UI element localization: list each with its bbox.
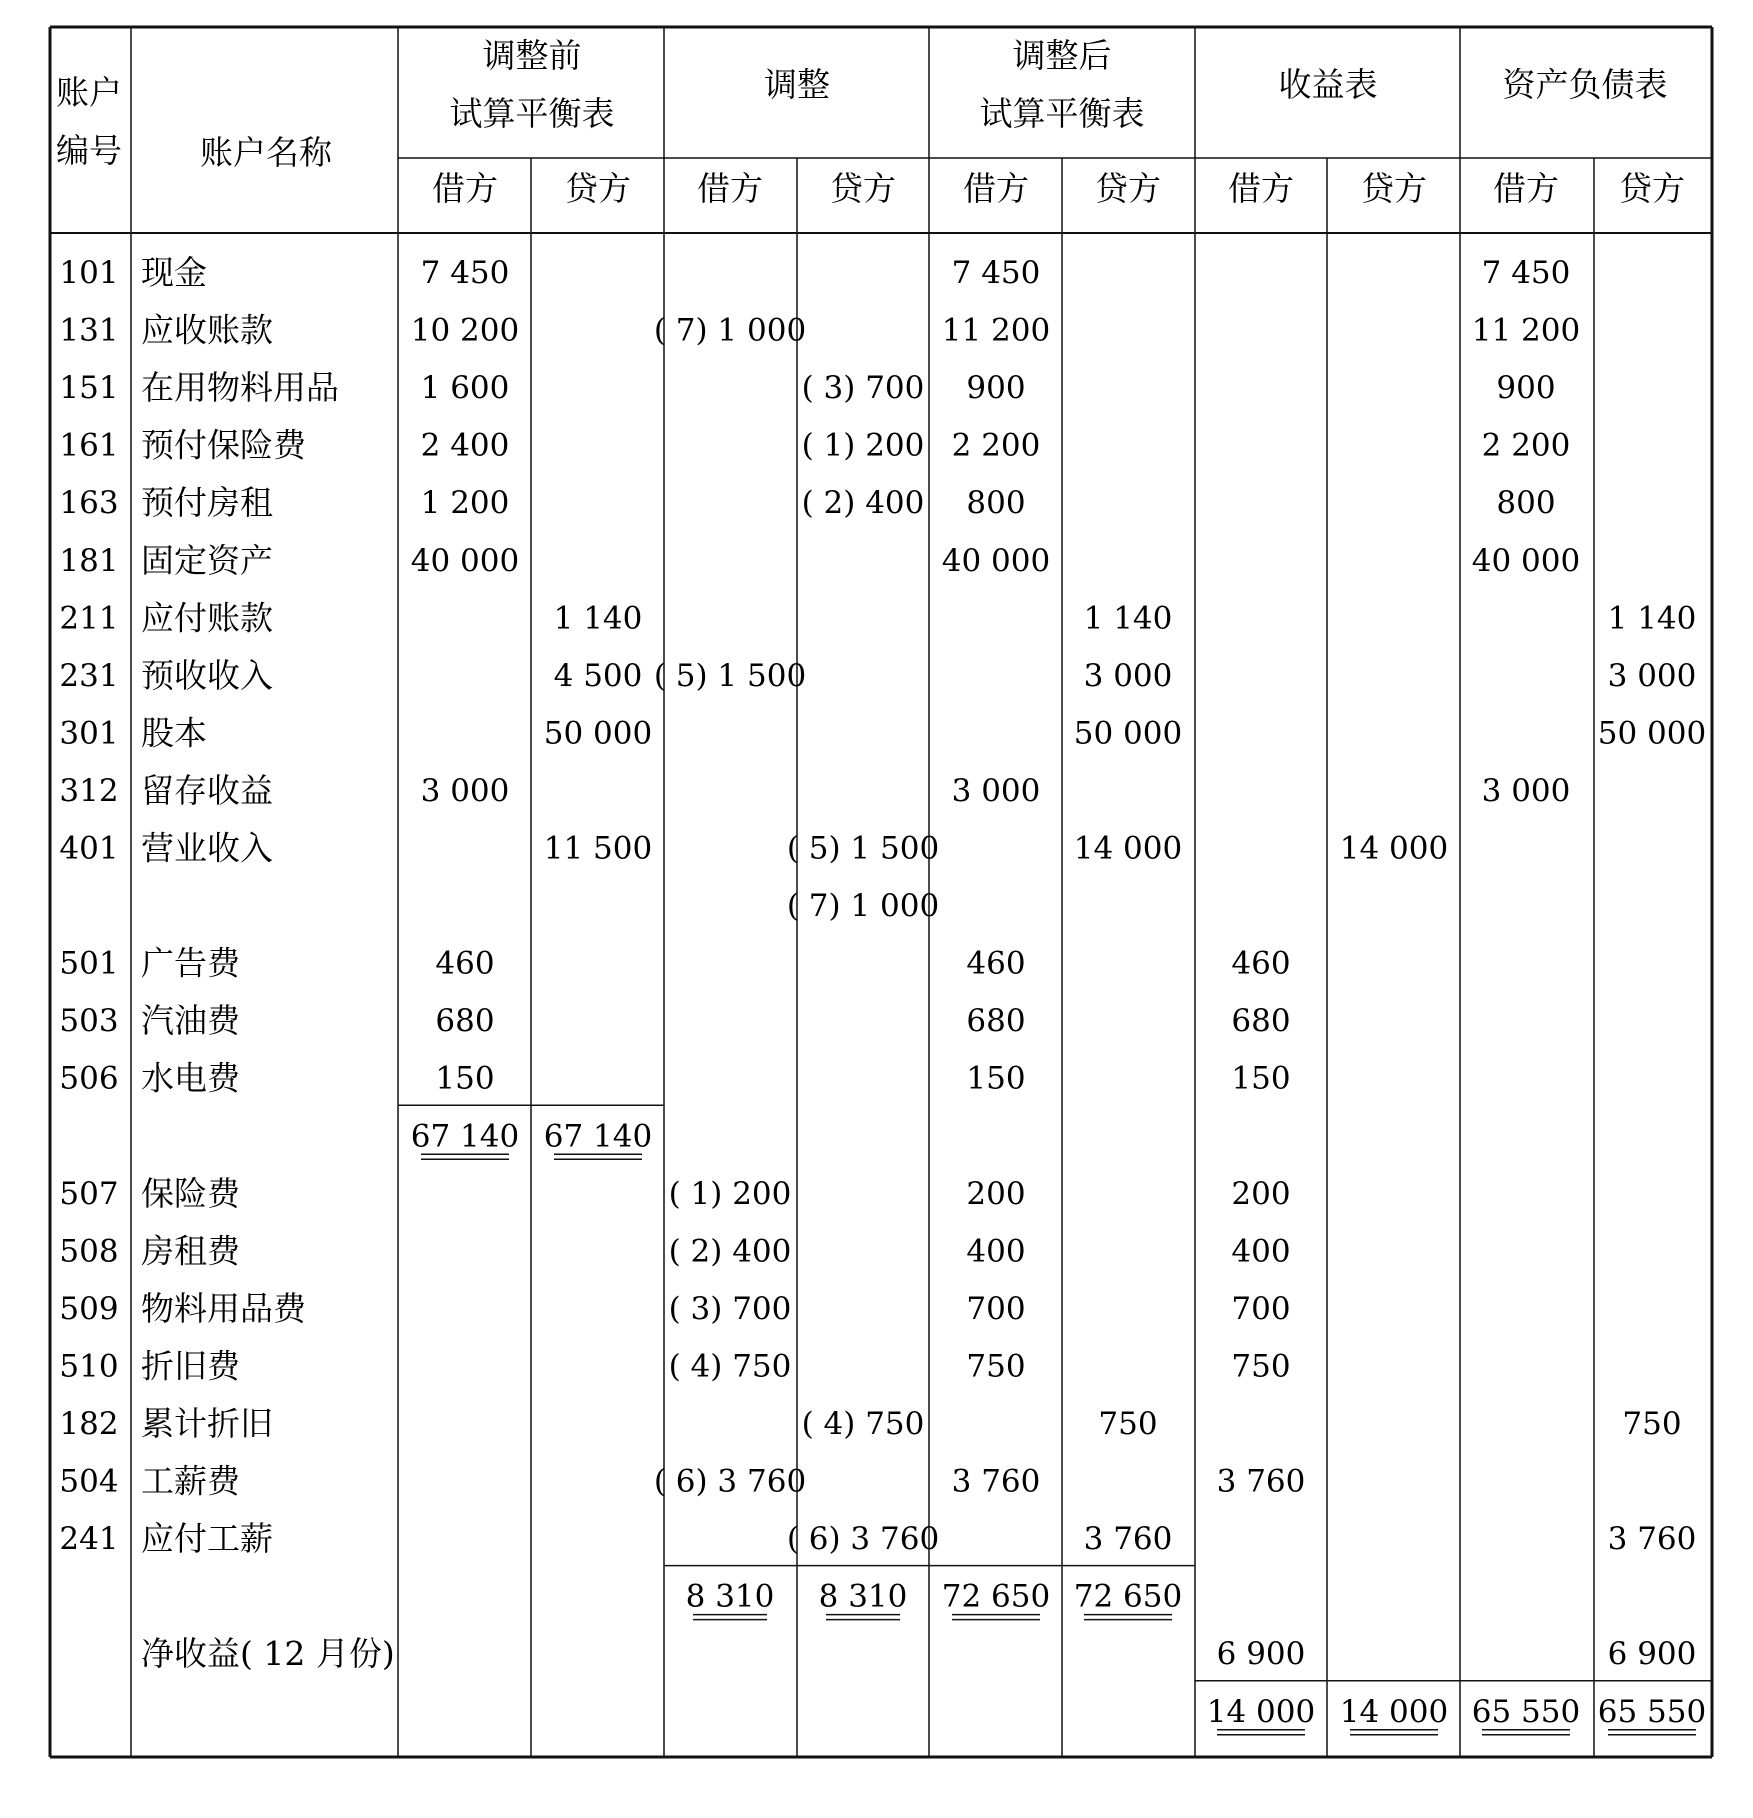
cell-value: 700	[1231, 1290, 1291, 1327]
cell-value: 1 600	[420, 370, 510, 407]
account-name: 预收收入	[141, 655, 273, 695]
cell-value: 750	[1622, 1406, 1682, 1442]
account-number: 131	[59, 312, 119, 349]
account-name: 折旧费	[141, 1346, 240, 1386]
account-name: 房租费	[141, 1231, 240, 1271]
cell-value: 750	[1231, 1348, 1291, 1385]
cell-value: 11 200	[1471, 312, 1581, 349]
header-debit: 借方	[697, 169, 763, 208]
header-credit: 贷方	[1361, 169, 1427, 208]
account-name: 预付房租	[141, 483, 273, 523]
header-debit: 借方	[963, 169, 1029, 208]
cell-value: 150	[435, 1060, 495, 1097]
account-name: 净收益( 12 月份)	[141, 1634, 395, 1674]
account-number: 312	[59, 772, 119, 809]
cell-value: 200	[1231, 1175, 1291, 1212]
cell-value: 14 000	[1339, 1693, 1449, 1730]
account-number: 241	[59, 1521, 119, 1558]
header-acct-name: 账户名称	[200, 133, 332, 172]
cell-value: 4 500	[553, 657, 643, 694]
account-number: 507	[59, 1175, 119, 1212]
cell-value: 1 140	[1083, 600, 1173, 637]
cell-value: ( 3) 700	[801, 370, 925, 407]
account-number: 506	[59, 1060, 119, 1097]
header-group-post-trial-sub: 试算平衡表	[979, 94, 1145, 133]
account-name: 应收账款	[141, 310, 273, 350]
header-debit: 借方	[432, 169, 498, 208]
account-number: 401	[59, 830, 119, 867]
account-name: 保险费	[141, 1173, 240, 1213]
cell-value: 67 140	[410, 1118, 520, 1155]
cell-value: ( 5) 1 500	[786, 830, 940, 867]
cell-value: 1 140	[1607, 600, 1697, 637]
cell-value: 8 310	[818, 1578, 908, 1615]
cell-value: ( 6) 3 760	[786, 1521, 940, 1558]
cell-value: 6 900	[1607, 1636, 1697, 1673]
account-number: 211	[59, 600, 119, 637]
cell-value: 800	[1496, 485, 1556, 522]
cell-value: 1 140	[553, 600, 643, 637]
header-group-adjust: 调整	[764, 65, 830, 104]
cell-value: 7 450	[420, 255, 510, 291]
header-group-pre-trial-sub: 试算平衡表	[449, 94, 615, 133]
cell-value: 3 000	[420, 772, 510, 809]
cell-value: 14 000	[1339, 830, 1449, 867]
cell-value: 8 310	[685, 1578, 775, 1615]
cell-value: ( 2) 400	[801, 485, 925, 522]
table-header	[56, 36, 1685, 208]
account-name: 股本	[141, 713, 207, 753]
account-name: 汽油费	[141, 1001, 240, 1041]
account-number: 161	[59, 427, 119, 464]
cell-value: 14 000	[1073, 830, 1183, 867]
cell-value: 2 200	[1481, 427, 1571, 464]
cell-value: 3 000	[1083, 657, 1173, 694]
cell-value: 40 000	[941, 542, 1051, 579]
account-name: 累计折旧	[141, 1404, 273, 1443]
account-number: 504	[59, 1463, 119, 1500]
account-number: 163	[59, 485, 119, 522]
header-credit: 贷方	[1095, 169, 1161, 208]
cell-value: 460	[1231, 945, 1291, 982]
cell-value: 40 000	[1471, 542, 1581, 579]
account-number: 182	[59, 1406, 119, 1442]
cell-value: 680	[435, 1003, 495, 1040]
cell-value: 460	[966, 945, 1026, 982]
cell-value: ( 7) 1 000	[786, 888, 940, 925]
account-name: 预付保险费	[141, 425, 306, 465]
account-name: 工薪费	[141, 1461, 240, 1501]
cell-value: ( 1) 200	[801, 427, 925, 464]
cell-value: 200	[966, 1175, 1026, 1212]
account-number: 503	[59, 1003, 119, 1040]
cell-value: 3 000	[951, 772, 1041, 809]
cell-value: 3 000	[1481, 772, 1571, 809]
cell-value: ( 6) 3 760	[653, 1463, 807, 1500]
account-name: 广告费	[141, 943, 240, 983]
cell-value: 3 760	[1216, 1463, 1306, 1500]
cell-value: 3 760	[1083, 1521, 1173, 1558]
header-acct-no-line1: 账户	[56, 73, 122, 112]
table-body	[59, 253, 1712, 1735]
account-number: 101	[59, 255, 119, 291]
header-group-pre-trial: 调整前	[482, 36, 582, 75]
cell-value: 700	[966, 1290, 1026, 1327]
cell-value: 900	[966, 370, 1026, 407]
cell-value: 460	[435, 945, 495, 982]
header-group-income: 收益表	[1278, 65, 1378, 104]
cell-value: 3 760	[951, 1463, 1041, 1500]
account-number: 181	[59, 542, 119, 579]
cell-value: ( 1) 200	[668, 1175, 792, 1212]
account-number: 231	[59, 657, 119, 694]
account-number: 509	[59, 1290, 119, 1327]
header-credit: 贷方	[1619, 169, 1685, 208]
header-group-post-trial: 调整后	[1012, 36, 1112, 75]
header-acct-no-line2: 编号	[56, 131, 122, 170]
cell-value: 750	[966, 1348, 1026, 1385]
account-number: 301	[59, 715, 119, 752]
account-number: 508	[59, 1233, 119, 1270]
cell-value: 1 200	[420, 485, 510, 522]
header-credit: 贷方	[830, 169, 896, 208]
cell-value: ( 4) 750	[801, 1406, 925, 1442]
cell-value: 72 650	[941, 1578, 1051, 1615]
cell-value: 2 400	[420, 427, 510, 464]
account-name: 应付账款	[141, 598, 273, 638]
cell-value: 680	[1231, 1003, 1291, 1040]
account-name: 营业收入	[141, 828, 273, 868]
cell-value: 6 900	[1216, 1636, 1306, 1673]
account-name: 在用物料用品	[141, 368, 339, 408]
cell-value: 11 200	[941, 312, 1051, 349]
cell-value: 50 000	[543, 715, 653, 752]
cell-value: 10 200	[410, 312, 520, 349]
cell-value: 800	[966, 485, 1026, 522]
header-debit: 借方	[1493, 169, 1559, 208]
cell-value: ( 4) 750	[668, 1348, 792, 1385]
header-credit: 贷方	[565, 169, 631, 208]
cell-value: 7 450	[1481, 255, 1571, 291]
cell-value: 50 000	[1073, 715, 1183, 752]
cell-value: ( 3) 700	[668, 1290, 792, 1327]
cell-value: 150	[966, 1060, 1026, 1097]
cell-value: ( 2) 400	[668, 1233, 792, 1270]
cell-value: 400	[1231, 1233, 1291, 1270]
cell-value: 400	[966, 1233, 1026, 1270]
cell-value: 65 550	[1471, 1693, 1581, 1730]
cell-value: 65 550	[1597, 1693, 1707, 1730]
cell-value: 3 000	[1607, 657, 1697, 694]
cell-value: 40 000	[410, 542, 520, 579]
header-debit: 借方	[1228, 169, 1294, 208]
account-name: 水电费	[141, 1058, 240, 1098]
account-name: 现金	[141, 253, 207, 292]
cell-value: 680	[966, 1003, 1026, 1040]
cell-value: ( 5) 1 500	[653, 657, 807, 694]
account-name: 固定资产	[141, 540, 273, 580]
cell-value: 14 000	[1206, 1693, 1316, 1730]
cell-value: 50 000	[1597, 715, 1707, 752]
account-number: 510	[59, 1348, 119, 1385]
cell-value: 7 450	[951, 255, 1041, 291]
cell-value: 72 650	[1073, 1578, 1183, 1615]
account-name: 留存收益	[141, 770, 273, 810]
header-group-balance: 资产负债表	[1502, 65, 1668, 104]
account-number: 501	[59, 945, 119, 982]
account-name: 应付工薪	[141, 1519, 273, 1559]
cell-value: 2 200	[951, 427, 1041, 464]
account-name: 物料用品费	[141, 1288, 306, 1328]
cell-value: 750	[1098, 1406, 1158, 1442]
cell-value: 150	[1231, 1060, 1291, 1097]
cell-value: 900	[1496, 370, 1556, 407]
cell-value: 67 140	[543, 1118, 653, 1155]
cell-value: 3 760	[1607, 1521, 1697, 1558]
account-number: 151	[59, 370, 119, 407]
cell-value: ( 7) 1 000	[653, 312, 807, 349]
cell-value: 11 500	[543, 830, 653, 867]
